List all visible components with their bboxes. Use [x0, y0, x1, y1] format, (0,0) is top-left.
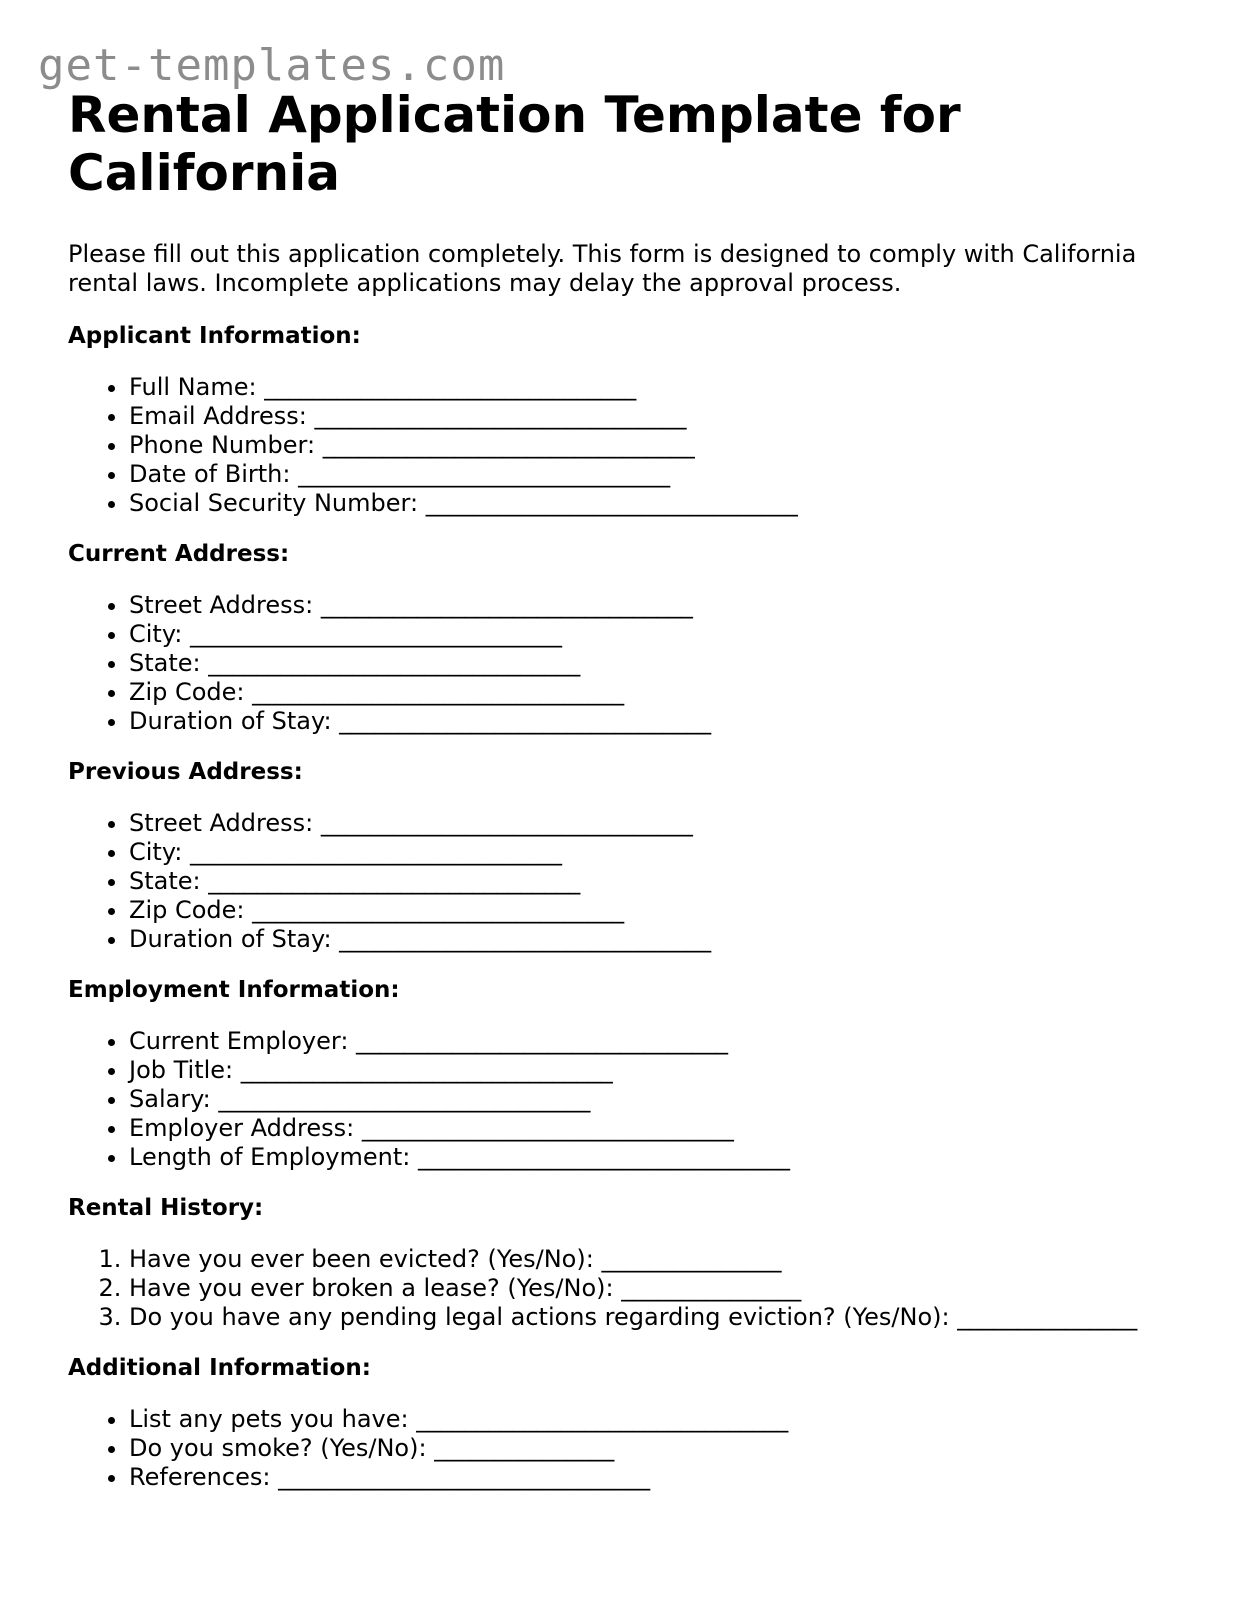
list-item: • Zip Code: _______________________________ — [129, 678, 1188, 707]
list-item: • Phone Number: _______________________________ — [129, 431, 1188, 460]
fill-blank[interactable]: _______________________________ — [418, 1143, 790, 1171]
list-item: • Current Employer: _______________________________ — [129, 1027, 1188, 1056]
rental-history-heading: Rental History: — [68, 1195, 264, 1221]
fill-blank[interactable]: _______________ — [601, 1245, 782, 1273]
fill-blank[interactable]: _______________________________ — [278, 1463, 651, 1491]
fill-blank[interactable]: _______________________________ — [416, 1405, 789, 1433]
list-item: • References: _______________________________ — [129, 1463, 1188, 1492]
document-body — [68, 86, 1188, 1492]
list-item: • State: _______________________________ — [129, 649, 1188, 678]
list-item: • City: _______________________________ — [129, 838, 1188, 867]
fill-blank[interactable]: _______________________________ — [322, 431, 695, 459]
list-item: • Street Address: _______________________________ — [129, 591, 1188, 620]
list-item: • Length of Employment: _______________________________ — [129, 1143, 1188, 1172]
list-item: • Social Security Number: _______________________________ — [129, 489, 1188, 518]
current-address-heading: Current Address: — [68, 541, 290, 567]
fill-blank[interactable]: _______________________________ — [361, 1114, 734, 1142]
fill-blank[interactable]: _______________________________ — [425, 489, 798, 517]
fill-blank[interactable]: _______________ — [621, 1274, 802, 1302]
list-item: • Full Name: _______________________________ — [129, 373, 1188, 402]
list-item: • Duration of Stay: _______________________________ — [129, 925, 1188, 954]
fill-blank[interactable]: _______________________________ — [252, 678, 625, 706]
fill-blank[interactable]: _______________________________ — [320, 591, 693, 619]
current-address-list — [68, 591, 1188, 736]
list-item: • Job Title: _______________________________ — [129, 1056, 1188, 1085]
previous-address-list — [68, 809, 1188, 954]
fill-blank[interactable]: _______________ — [434, 1434, 615, 1462]
fill-blank[interactable]: _______________________________ — [208, 867, 581, 895]
additional-heading: Additional Information: — [68, 1355, 371, 1381]
page-title: Rental Application Template for California — [68, 86, 961, 202]
list-item: • Salary: _______________________________ — [129, 1085, 1188, 1114]
employment-list — [68, 1027, 1188, 1172]
list-item: • Date of Birth: _______________________________ — [129, 460, 1188, 489]
list-item: 3. Do you have any pending legal actions regarding eviction? (Yes/No): _______________ — [129, 1303, 1188, 1332]
list-item: • Zip Code: _______________________________ — [129, 896, 1188, 925]
list-item: • Do you smoke? (Yes/No): _______________ — [129, 1434, 1188, 1463]
fill-blank[interactable]: _______________________________ — [190, 620, 563, 648]
list-item: • City: _______________________________ — [129, 620, 1188, 649]
applicant-heading: Applicant Information: — [68, 323, 361, 349]
fill-blank[interactable]: _______________________________ — [298, 460, 671, 488]
fill-blank[interactable]: _______________________________ — [218, 1085, 591, 1113]
fill-blank[interactable]: _______________________________ — [356, 1027, 729, 1055]
fill-blank[interactable]: _______________________________ — [190, 838, 563, 866]
intro-paragraph: Please fill out this application completely. This form is designed to comply with California rental laws. Incomplete applications may delay the approval process. — [68, 240, 1137, 297]
list-item: • List any pets you have: _______________________________ — [129, 1405, 1188, 1434]
list-item: 2. Have you ever broken a lease? (Yes/No): _______________ — [129, 1274, 1188, 1303]
fill-blank[interactable]: _______________________________ — [252, 896, 625, 924]
additional-list — [68, 1405, 1188, 1492]
employment-heading: Employment Information: — [68, 977, 400, 1003]
watermark: get-templates.com — [38, 40, 506, 91]
fill-blank[interactable]: _______________________________ — [314, 402, 687, 430]
list-item: • State: _______________________________ — [129, 867, 1188, 896]
fill-blank[interactable]: _______________________________ — [339, 707, 712, 735]
rental-history-list — [68, 1245, 1188, 1332]
previous-address-heading: Previous Address: — [68, 759, 303, 785]
fill-blank[interactable]: _______________________________ — [208, 649, 581, 677]
list-item: • Duration of Stay: _______________________________ — [129, 707, 1188, 736]
list-item: • Street Address: _______________________________ — [129, 809, 1188, 838]
fill-blank[interactable]: _______________ — [957, 1303, 1138, 1331]
fill-blank[interactable]: _______________________________ — [264, 373, 637, 401]
fill-blank[interactable]: _______________________________ — [240, 1056, 613, 1084]
fill-blank[interactable]: _______________________________ — [339, 925, 712, 953]
list-item: 1. Have you ever been evicted? (Yes/No): _______________ — [129, 1245, 1188, 1274]
applicant-list — [68, 373, 1188, 518]
list-item: • Email Address: _______________________________ — [129, 402, 1188, 431]
list-item: • Employer Address: _______________________________ — [129, 1114, 1188, 1143]
fill-blank[interactable]: _______________________________ — [320, 809, 693, 837]
